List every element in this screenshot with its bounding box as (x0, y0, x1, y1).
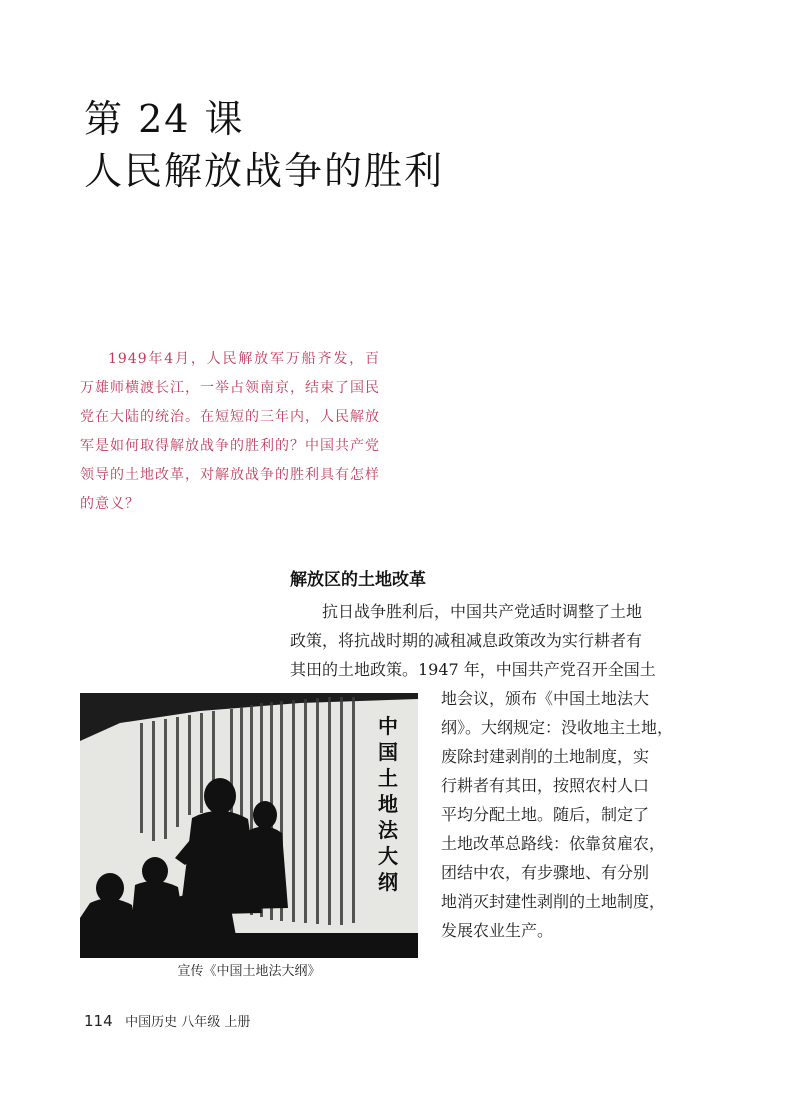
body-line: 团结中农，有步骤地、有分别 (441, 863, 650, 882)
body-line: 纲》。大纲规定：没收地主土地， (441, 718, 674, 737)
poster-title-char: 法 (378, 818, 398, 842)
poster-title-char: 国 (378, 740, 398, 764)
body-line: 抗日战争胜利后，中国共产党适时调整了土地 (322, 602, 643, 621)
body-line: 发展农业生产。 (441, 921, 554, 940)
poster-title-column (378, 714, 399, 894)
body-line: 土地改革总路线：依靠贫雇农， (441, 834, 666, 853)
body-paragraph-top (290, 597, 702, 684)
body-line: 废除封建剥削的土地制度，实 (441, 747, 650, 766)
intro-paragraph: 1949年4月，人民解放军万船齐发，百万雄师横渡长江，一举占领南京，结束了国民党在大陆的统治。在短短的三年内，人民解放军是如何取得解放战争的胜利的？中国共产党领导的土地改革，对解放战争的胜利具有怎样的意义？ (80, 351, 380, 512)
body-line: 平均分配土地。随后，制定了 (441, 805, 650, 824)
body-line: 其田的土地政策。1947 年，中国共产党召开全国土 (290, 660, 656, 679)
poster-title-char: 大 (378, 844, 398, 868)
lesson-number: 第 24 课 (84, 97, 245, 141)
page-number: 114 (84, 1012, 113, 1030)
body-line: 地消灭封建性剥削的土地制度， (441, 892, 666, 911)
body-line: 地会议，颁布《中国土地法大 (441, 689, 650, 708)
body-line: 行耕者有其田，按照农村人口 (441, 776, 650, 795)
section-heading: 解放区的土地改革 (290, 570, 426, 590)
poster-title-char: 中 (378, 714, 398, 738)
poster-wall-image (80, 693, 418, 958)
figure-caption: 宣传《中国土地法大纲》 (177, 964, 321, 979)
poster-title-char: 土 (378, 766, 398, 790)
poster-title-char: 地 (378, 792, 398, 816)
historical-photo (80, 693, 418, 958)
body-paragraph-side (441, 684, 703, 945)
lesson-title: 人民解放战争的胜利 (84, 149, 445, 193)
poster-title-char: 纲 (378, 870, 398, 894)
book-title: 中国历史 八年级 上册 (125, 1015, 251, 1030)
page-footer (84, 1011, 250, 1033)
body-line: 政策，将抗战时期的减租减息政策改为实行耕者有 (290, 631, 643, 650)
